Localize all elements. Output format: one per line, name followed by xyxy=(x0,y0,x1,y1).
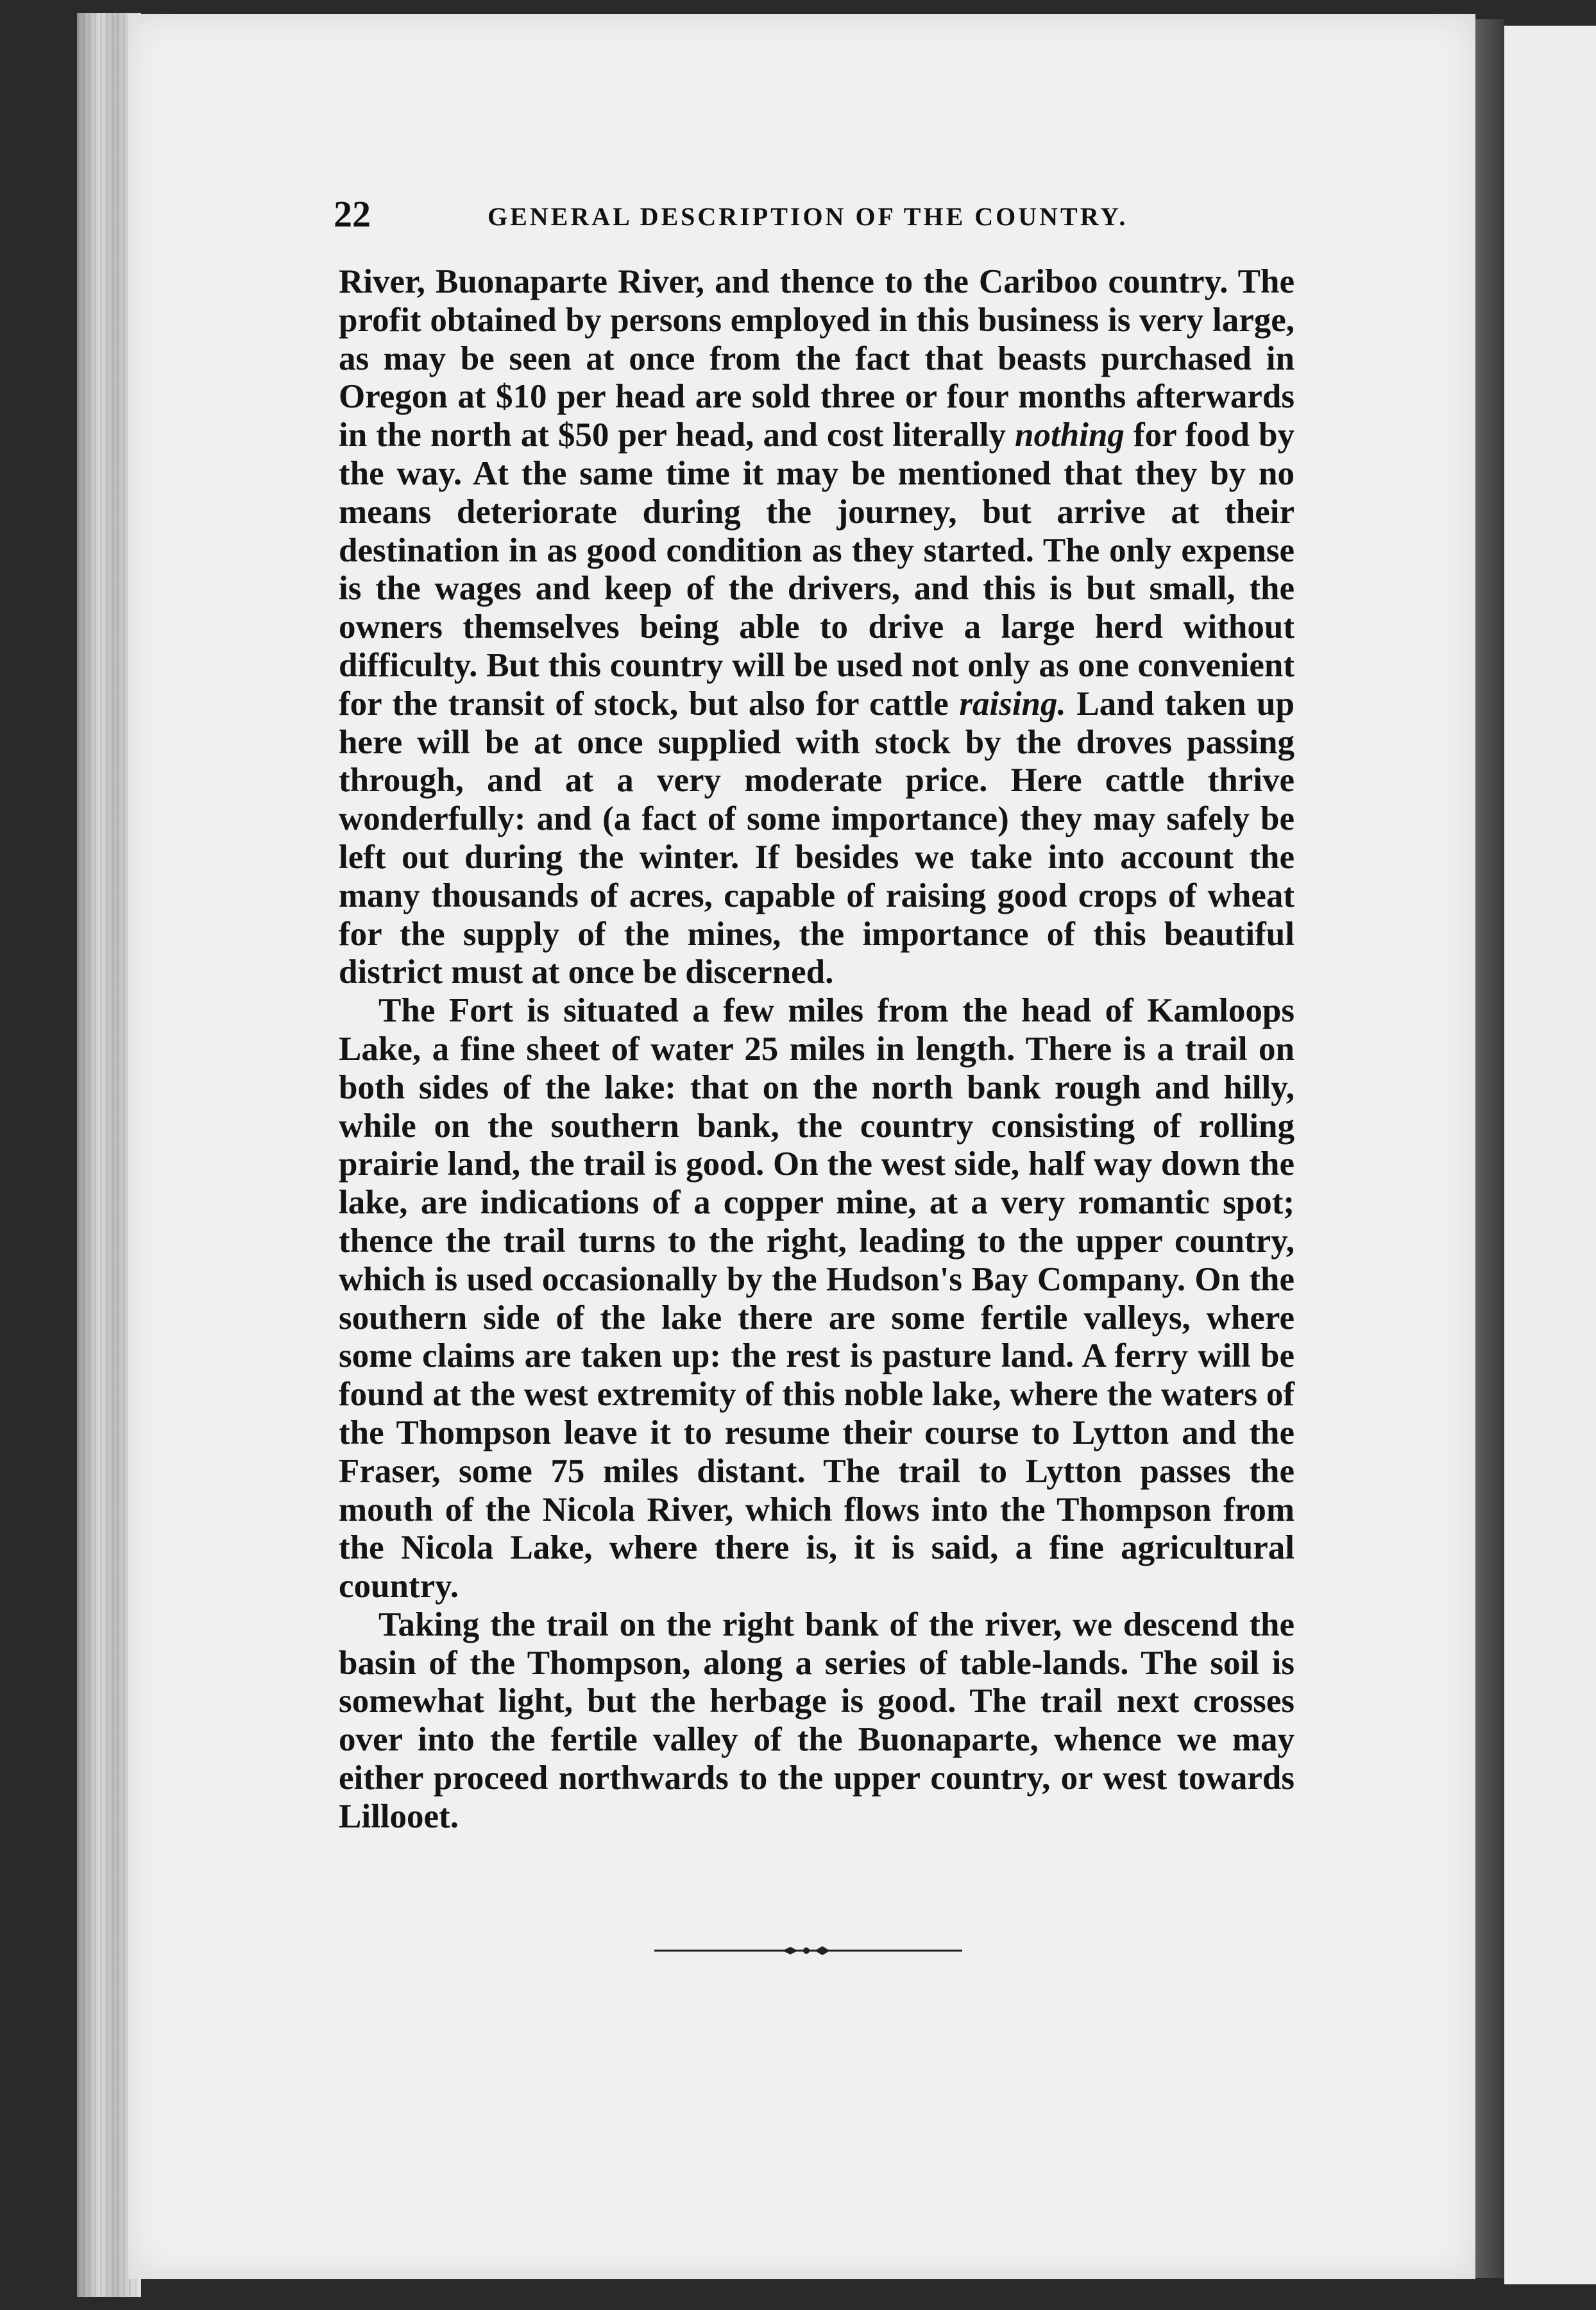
page-edge-shadow xyxy=(1475,19,1504,2278)
body-text xyxy=(339,263,1295,1836)
italic-nothing: nothing xyxy=(1015,416,1125,454)
paragraph-3: Taking the trail on the right bank of the river, we descend the basin of the Thompson, along a series of table-lands. The soil is somewhat light, but the herbage is good. The trail next crosses over into the fertile valley of the Buonaparte, whence we may either proceed northwards to the upper country, or west towards Lillooet. xyxy=(339,1605,1295,1835)
page-header xyxy=(334,193,1334,250)
facing-page-edge xyxy=(1504,26,1596,2284)
paragraph-2: The Fort is situated a few miles from the head of Kamloops Lake, a fine sheet of water 25 miles in length. There is a trail on both sides of the lake: that on the north bank rough and hilly, while on the southern bank, the country consisting of rolling prairie land, the trail is good. On the west side, half way down the lake, are indications of a copper mine, at a very romantic spot; thence the trail turns to the right, leading to the upper country, which is used occasionally by the Hudson's Bay Company. On the southern side of the lake there are some fertile valleys, where some claims are taken up: the rest is pasture land. A ferry will be found at the west extremity of this noble lake, where the waters of the Thompson leave it to resume their course to Lytton and the Fraser, some 75 miles distant. The trail to Lytton passes the mouth of the Nicola River, which flows into the Thompson from the Nicola Lake, where there is, it is said, a fine agricultural country. xyxy=(339,992,1295,1605)
page-number: 22 xyxy=(334,193,371,235)
paragraph-1: River, Buonaparte River, and thence to the Cariboo country. The profit obtained by persons employed in this business is very large, as may be seen at once from the fact that beasts purchased in Oregon at $10 per head are sold three or four months afterwards in the north at $50 per head, and cost literally nothing for food by the way. At the same time it may be mentioned that they by no means deteriorate during the journey, but arrive at their destination in as good condition as they started. The only expense is the wages and keep of the drivers, and this is but small, the owners themselves being able to drive a large herd without difficulty. But this country will be used not only as one convenient for the transit of stock, but also for cattle raising. Land taken up here will be at once supplied with stock by the droves passing through, and at a very moderate price. Here cattle thrive wonderfully: and (a fact of some importance) they may safely be left out during the winter. If besides we take into account the many thousands of acres, capable of raising good crops of wheat for the supply of the mines, the importance of this beautiful district must at once be discerned. xyxy=(339,263,1295,991)
running-head: GENERAL DESCRIPTION OF THE COUNTRY. xyxy=(488,202,1128,231)
italic-raising: raising. xyxy=(959,685,1066,723)
ornament-divider xyxy=(654,1941,962,1960)
